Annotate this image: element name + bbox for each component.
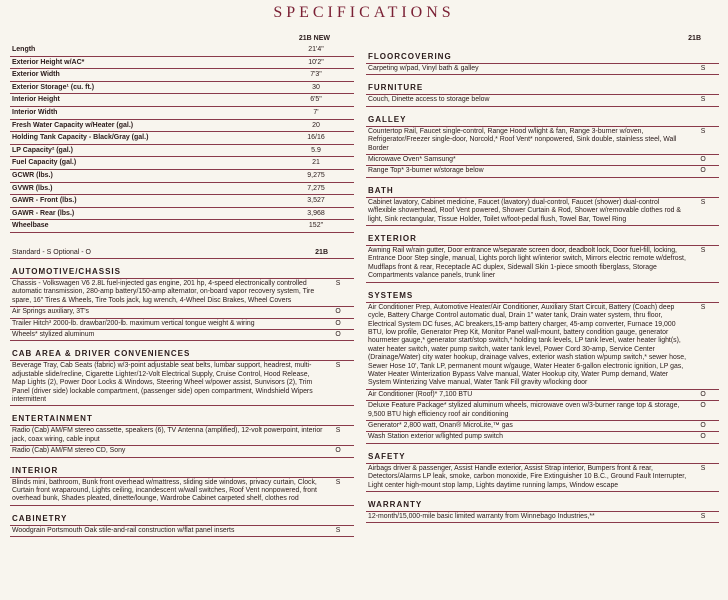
feature-text: Radio (Cab) AM/FM stereo cassette, speakers (6), TV Antenna (amplified), 12-volt powerpoint, interior jack, coax wiring, cable input [12,427,323,443]
feature-text: Radio (Cab) AM/FM stereo CD, Sony [12,447,126,455]
spec-row [10,195,354,208]
specs-table [10,44,354,233]
feature-text: Cabinet lavatory, Cabinet medicine, Faucet (lavatory) dual-control, Faucet (shower) dual-control w/flexible showerhead, Roof Vent powered, Shower Curtain & Rod, Shower w/removable clothes rod & light, Sink rectangular, Tissue Holder, Toilet w/foot-pedal flush, Towel Bar, Towel Ring [368,198,681,223]
feature-row [10,526,354,537]
legend: Standard - S Optional - O [12,248,91,256]
spec-value: 7,275 [307,184,325,192]
feature-code: O [700,390,706,398]
feature-code: S [700,247,706,255]
spec-value: 3,968 [307,209,325,217]
feature-row [366,303,719,390]
feature-text: Airbags driver & passenger, Assist Handle exterior, Assist Strap interior, Bumpers front & rear, Detectors/Alarms LP leak, smoke, carbon monoxide, Fire Extinguisher 10 B.C., Ground Fault Interrupter, Light center high-mount stop lamp, Lights daytime running lamps, Window escape [368,464,687,489]
right-sections [366,49,719,523]
section-title: INTERIOR [10,463,354,478]
section-title: GALLEY [366,112,719,127]
right-model-header: 21B [688,35,701,42]
feature-code: S [700,303,706,311]
spec-label: LP Capacity² (gal.) [12,146,73,154]
specs-header: 21B NEW [298,35,330,42]
feature-row [366,95,719,106]
section-title: CAB AREA & DRIVER CONVENIENCES [10,346,354,361]
feature-text: Air Conditioner Prep, Automotive Heater/Air Conditioner, Auxiliary Start Circuit, Battery (Coach) deep cycle, Battery Charge Control automatic dual, Drain 1" water tank, Drain water system, thru floor, Electrical System DC fuses, AC breakers,15-amp battery charger, 45-amp converter, Furnace 19,000 BTU, low profile, Generator Prep Kit, Monitor Panel wall-mount, battery condition gauge, generator hourmeter gauge,* generator start/stop switch,* holding tank levels, LP tank level, water heater light(s), water heater switch, water pump switch, water tank level, Power Cord 30-amp, Service Center (Drainage/Water) city water hookup, drainage valves, exterior wash station w/pump switch,* sewer hose, Sewer Hose 10', Tank LP, permanent mount w/gauge, Water Heater 6-gallon electronic ignition, LP gas, Water Heater Winterization Bypass Valve manual, Water Hookup city, Water Pump demand, Water System Winterizing Valve manual, Water Tank Fill gravity w/locking door [368,303,687,387]
feature-text: Couch, Dinette access to storage below [368,96,490,104]
feature-text: Air Springs auxiliary, 3T's [12,308,90,316]
feature-row [10,446,354,457]
feature-code: O [335,330,341,338]
feature-row [10,478,354,506]
spec-label: Holding Tank Capacity - Black/Gray (gal.) [12,134,149,142]
right-column [366,32,719,523]
feature-text: Beverage Tray, Cab Seats (fabric) w/3-point adjustable seat belts, lumbar support, headrest, multi-adjustable slide/recline, Cigarette Lighter/12-Volt Electrical Supply, Cruise Control, Hood Release, Map Lights (2), Power Door Locks & Windows, Steering Wheel w/power assist, Sunvisors (2), Trim Panel (driver side) lockable compartment, (passenger side) open compartment, Windshield Wipers intermittent [12,362,313,403]
section-title: FURNITURE [366,80,719,95]
feature-row [366,166,719,177]
spec-row [10,157,354,170]
spec-label: GCWR (lbs.) [12,171,53,179]
feature-code: S [700,464,706,472]
feature-code: O [700,156,706,164]
feature-code: O [335,319,341,327]
feature-text: Trailer Hitch³ 2000-lb. drawbar/200-lb. maximum vertical tongue weight & wiring [12,319,255,327]
spec-value: 21'4" [308,46,324,53]
spec-row [10,183,354,196]
spec-row [10,57,354,70]
spec-row [10,220,354,233]
spec-value: 9,275 [307,171,325,179]
section-title: EXTERIOR [366,231,719,246]
feature-text: 12-month/15,000-mile basic limited warranty from Winnebago Industries,** [368,513,595,520]
spec-row [10,107,354,120]
feature-code: S [335,427,341,435]
spec-value: 7'3" [310,71,322,79]
section-title: CABINETRY [10,511,354,526]
feature-row [10,330,354,341]
section-title: AUTOMOTIVE/CHASSIS [10,264,354,279]
feature-code: O [335,308,341,316]
standard-optional-legend-row [10,247,354,259]
feature-code: S [700,198,706,206]
spec-label: GVWR (lbs.) [12,184,53,192]
feature-row [366,421,719,432]
feature-text: Microwave Oven* Samsung* [368,156,456,164]
spec-label: GAWR - Rear (lbs.) [12,209,75,217]
spec-label: Interior Height [12,96,60,104]
feature-text: Deluxe Feature Package* stylized aluminum wheels, microwave oven w/3-burner range top & storage, 9,500 BTU high efficiency roof air conditioning [368,402,680,418]
feature-code: S [335,478,341,486]
feature-text: Blinds mini, bathroom, Bunk front overhead w/mattress, sliding side windows, privacy curtain, Clock, Curtain front wraparound, Lights ceiling, incandescent w/wall switches, Roof Vent nonpowered, front overhead bunk, Shades pleated, dinette/lounge, Wardrobe Cabinet carpeted shelf, clothes rod [12,478,317,503]
spec-value: 152" [308,222,324,230]
feature-code: S [700,96,706,104]
page-title: SPECIFICATIONS [273,4,455,21]
feature-row [366,64,719,75]
feature-row [366,246,719,283]
feature-row [366,198,719,226]
feature-row [366,127,719,155]
spec-label: Length [12,46,36,53]
spec-row [10,94,354,107]
spec-row [10,120,354,133]
feature-row [366,512,719,523]
spec-value: 5.9 [311,146,321,154]
feature-code: S [700,127,706,135]
feature-code: O [700,421,706,429]
left-sections [10,264,354,537]
spec-value: 20 [312,121,320,129]
feature-text: Wheels* stylized aluminum [12,330,95,338]
spec-value: 10'2" [308,58,324,66]
feature-row [366,390,719,401]
spec-label: Wheelbase [12,222,49,230]
feature-code: S [700,513,706,520]
feature-code: O [700,402,706,410]
section-title: ENTERTAINMENT [10,411,354,426]
feature-text: Countertop Rail, Faucet single-control, Range Hood w/light & fan, Range 3-burner w/oven, Refrigerator/Freezer single-door, Norcold,* Roof Vent* nonpowered, Sink double, stainless steel, Wall Border [368,127,677,152]
feature-text: Generator* 2,800 watt, Onan® MicroLite,™ gas [368,421,513,429]
spec-label: GAWR - Front (lbs.) [12,197,77,205]
feature-row [10,319,354,330]
spec-row [10,82,354,95]
feature-row [10,307,354,318]
section-title: BATH [366,183,719,198]
feature-text: Wash Station exterior w/lighted pump switch [368,433,503,441]
spec-label: Exterior Storage¹ (cu. ft.) [12,83,95,91]
spec-label: Fuel Capacity (gal.) [12,159,77,167]
spec-value: 30 [312,83,320,91]
feature-code: S [700,65,706,72]
spec-label: Exterior Width [12,71,60,79]
feature-text: Chassis - Volkswagen V6 2.8L fuel-injected gas engine, 201 hp, 4-speed electronically controlled automatic transmission, 280-amp battery/150-amp alternator, on-board vapor recovery system, Tire spare, 16" Tires & Wheels, Tire Tools jack, lug wrench, 4-Wheel Disc Brakes, Wheel Covers [12,279,315,304]
spec-row [10,44,354,57]
model-label: 21B [315,248,328,256]
spec-value: 16/16 [307,134,325,142]
feature-row [366,432,719,443]
feature-code: S [335,279,341,287]
spec-value: 7' [313,108,319,116]
spec-label: Fresh Water Capacity w/Heater (gal.) [12,121,134,129]
feature-code: S [335,362,341,370]
feature-text: Awning Rail w/rain gutter, Door entrance w/separate screen door, deadbolt lock, Door fuel-fill, locking, Entrance Door Step single, manual, Lights porch light w/interior switch, Mirrors electric remote w/defrost, Mudflaps front & rear, Receptacle AC duplex, Sidewall Skin 1-piece smooth fiberglass, Storage Compartments valance panels, trunk liner [368,247,686,280]
spec-value: 21 [312,159,320,167]
left-column [10,32,354,537]
feature-code: S [335,526,341,534]
section-title: SYSTEMS [366,288,719,303]
feature-row [366,464,719,492]
spec-value: 6'5" [310,96,322,104]
feature-code: O [335,447,341,455]
spec-row [10,145,354,158]
feature-row [366,155,719,166]
feature-text: Carpeting w/pad, Vinyl bath & galley [368,65,479,72]
section-title: WARRANTY [366,497,719,512]
spec-label: Interior Width [12,108,58,116]
feature-row [366,401,719,421]
feature-code: O [700,433,706,441]
spec-row [10,132,354,145]
section-title: FLOORCOVERING [366,49,719,64]
feature-text: Range Top* 3-burner w/storage below [368,167,484,175]
spec-label: Exterior Height w/AC* [12,58,85,66]
feature-code: O [700,167,706,175]
feature-row [10,361,354,406]
feature-text: Woodgrain Portsmouth Oak stile-and-rail construction w/flat panel inserts [12,526,235,534]
section-title: SAFETY [366,449,719,464]
feature-text: Air Conditioner (Roof)* 7,100 BTU [368,390,473,398]
feature-row [10,426,354,446]
spec-row [10,69,354,82]
spec-value: 3,527 [307,197,325,205]
spec-row [10,208,354,221]
feature-row [10,279,354,307]
spec-row [10,170,354,183]
